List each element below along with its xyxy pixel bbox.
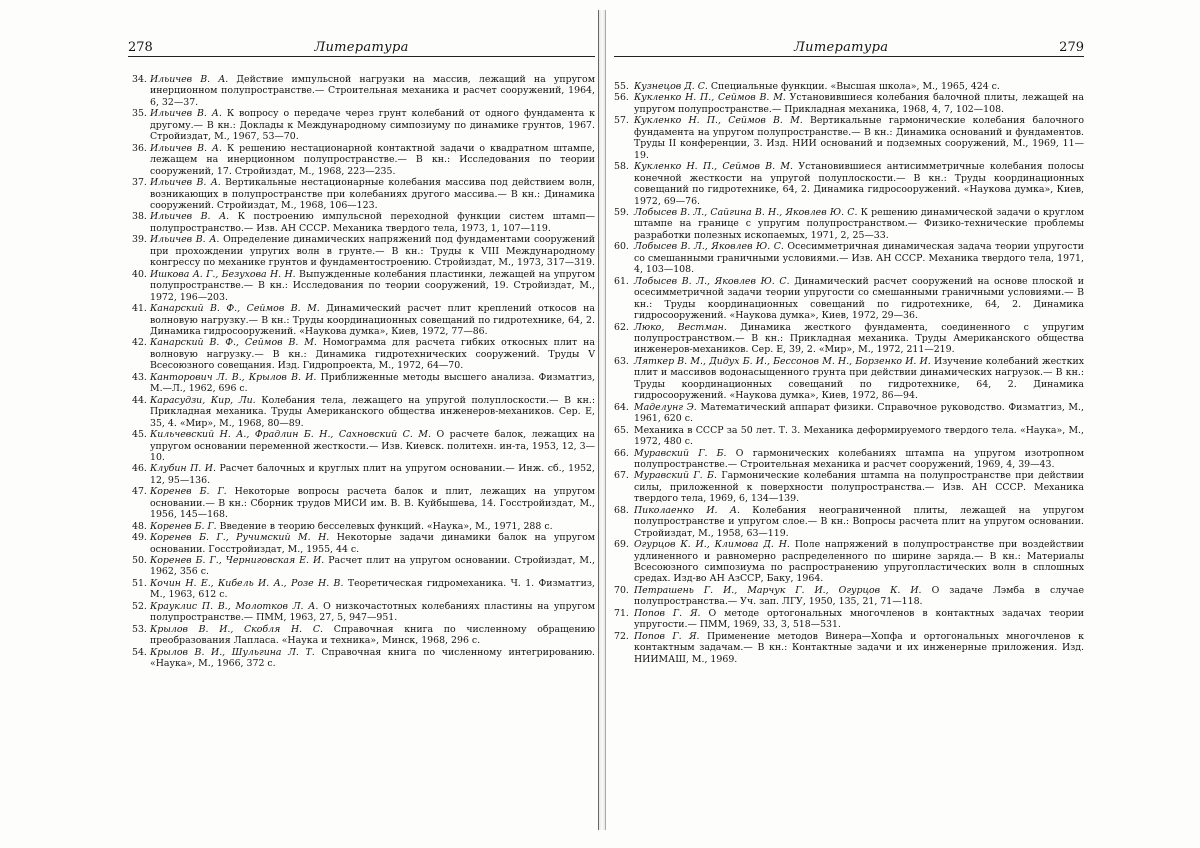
reference-text: К вопросу о передаче через грунт колебаний от одного фундамента к другому.— В кн.: Доклады к Международному симпозиуму по динамике грунтов, 1967. Стройиздат, М., 1967, 53—70. <box>150 108 595 143</box>
reference-number: 44. <box>132 394 147 406</box>
reference-text: Действие импульсной нагрузки на массив, лежащий на упругом инерционном полупространстве.— Строительная механика и расчет сооружений, 1964, 6, 32—37. <box>150 74 595 108</box>
reference-text: Теоретическая гидромеханика. Ч. 1. Физматгиз, М., 1963, 612 с. <box>150 577 595 601</box>
reference-authors: Ильичев В. А. <box>150 234 220 246</box>
reference-text: О низкочастотных колебаниях пластины на упругом полупространстве.— ПММ, 1963, 27, 5, 947—951. <box>150 600 595 624</box>
reference-authors: Муравский Г. Б. <box>634 470 717 482</box>
reference-list <box>128 74 595 670</box>
reference-number: 35. <box>132 108 147 120</box>
reference-authors: Карасудзи, Кир, Ли. <box>150 394 256 406</box>
reference-entry <box>614 402 1084 425</box>
reference-authors: Коренев Б. Г., Черниговская Е. И. <box>150 555 325 567</box>
reference-authors: Огурцов К. И., Климова Д. Н. <box>634 539 790 551</box>
reference-authors: Ильичев В. А. <box>150 142 222 154</box>
reference-number: 46. <box>132 463 147 475</box>
reference-number: 56. <box>614 92 629 104</box>
reference-authors: Петрашень Г. И., Марчук Г. И., Огурцов К. И. <box>634 584 922 596</box>
reference-entry <box>614 81 1084 92</box>
reference-number: 42. <box>132 337 147 349</box>
reference-entry <box>128 486 595 520</box>
reference-entry <box>614 92 1084 115</box>
reference-authors: Канторович Л. В., Крылов В. И. <box>150 371 317 383</box>
reference-entry <box>128 532 595 555</box>
reference-number: 47. <box>132 486 147 498</box>
reference-authors: Крауклис П. В., Молотков Л. А. <box>150 600 319 612</box>
reference-authors: Люко, Вестман. <box>634 321 727 333</box>
reference-text: Механика в СССР за 50 лет. Т. 3. Механика деформируемого твердого тела. «Наука», М., 1972, 480 с. <box>634 424 1084 448</box>
reference-text: Установившиеся антисимметричные колебания полосы конечной жесткости на упругой полуплоскости.— В кн.: Труды координационных совещаний по гидротехнике, 64, 2. Динамика гидросооружений. «Наукова думка», Киев, 1972, 69—76. <box>634 161 1084 207</box>
reference-number: 48. <box>132 520 147 532</box>
reference-authors: Кукленко Н. П., Сеймов В. М. <box>634 92 786 104</box>
reference-entry <box>128 624 595 647</box>
reference-entry <box>128 463 595 486</box>
reference-entry <box>614 608 1084 631</box>
reference-number: 69. <box>614 539 629 551</box>
reference-authors: Коренев Б. Г. <box>150 520 217 532</box>
reference-text: Некоторые задачи динамики балок на упругом основании. Госстройиздат, М., 1955, 44 с. <box>150 532 596 555</box>
reference-authors: Кукленко Н. П., Сеймов В. М. <box>634 161 794 173</box>
page-number: 278 <box>128 40 153 55</box>
reference-number: 68. <box>614 504 629 516</box>
reference-number: 55. <box>614 81 629 92</box>
reference-text: Динамический расчет плит креплений откосов на волновую нагрузку.— В кн.: Труды координационных совещаний по гидротехнике, 64, 2. Динамика гидросооружений. «Наукова думка», Киев, 1972, 77—86. <box>150 303 595 337</box>
reference-authors: Ильичев В. А. <box>150 177 221 189</box>
reference-text: Колебания тела, лежащего на упругой полуплоскости.— В кн.: Прикладная механика. Труды Американского общества инженеров-механиков. Сер. Е, 35, 4. «Мир», М., 1968, 80—89. <box>150 394 595 429</box>
reference-entry <box>128 74 595 108</box>
reference-number: 63. <box>614 355 629 367</box>
reference-entry <box>614 470 1084 504</box>
reference-entry <box>128 177 595 211</box>
reference-entry <box>128 372 595 395</box>
reference-text: Колебания неограниченной плиты, лежащей на упругом полупространстве и упругом слое.— В кн.: Вопросы расчета плит на упругом основании. Стройиздат, М., 1958, 63—119. <box>634 504 1084 539</box>
reference-text: Математический аппарат физики. Справочное руководство. Физматгиз, М., 1961, 620 с. <box>634 401 1084 425</box>
reference-text: Поле напряжений в полупространстве при воздействии удлиненного и равномерно распределенного по ширине заряда.— В кн.: Материалы Всесоюзного симпозиума по распространению упругопластических волн в сплошных средах. Изд-во АН АзССР, Баку, 1964. <box>634 539 1084 585</box>
reference-entry <box>128 647 595 670</box>
reference-number: 60. <box>614 241 629 253</box>
reference-entry <box>128 578 595 601</box>
reference-authors: Крылов В. И., Шульгина Л. Т. <box>150 646 315 658</box>
reference-number: 61. <box>614 275 629 287</box>
reference-number: 58. <box>614 161 629 173</box>
reference-entry <box>614 631 1084 665</box>
left-page-header <box>128 40 595 57</box>
reference-number: 66. <box>614 447 629 459</box>
reference-entry <box>128 337 595 371</box>
reference-entry <box>128 234 595 268</box>
reference-number: 36. <box>132 142 147 154</box>
reference-number: 39. <box>132 234 147 246</box>
reference-authors: Канарский В. Ф., Сеймов В. М. <box>150 303 320 315</box>
reference-number: 62. <box>614 321 629 333</box>
reference-entry <box>614 448 1084 471</box>
reference-text: К решению нестационарной контактной задачи о квадратном штампе, лежащем на инерционном полупространстве.— В кн.: Исследования по теории сооружений, 17. Стройиздат, М., 1968, 223—235. <box>150 142 595 177</box>
reference-text: К решению динамической задачи о круглом штампе на границе с упругим полупространством.— Физико-технические проблемы разработки полезных ископаемых, 1971, 2, 25—33. <box>634 206 1084 241</box>
reference-authors: Лобысев В. Л., Яковлев Ю. С. <box>634 275 790 287</box>
reference-authors: Маделунг Э. <box>634 401 697 413</box>
reference-number: 40. <box>132 268 147 280</box>
reference-number: 65. <box>614 424 629 436</box>
reference-entry <box>614 425 1084 448</box>
reference-text: Справочная книга по численному обращению преобразования Лапласа. «Наука и техника», Минск, 1968, 296 с. <box>150 623 595 647</box>
reference-authors: Ляткер В. М., Дидух Б. И., Бессонов М. Н., Борзенко И. И. <box>634 355 931 367</box>
reference-text: Приближенные методы высшего анализа. Физматгиз, М.—Л., 1962, 696 с. <box>150 371 596 395</box>
reference-authors: Ильичев В. А. <box>150 211 230 223</box>
reference-number: 34. <box>132 74 147 85</box>
reference-number: 53. <box>132 623 147 635</box>
reference-entry <box>128 143 595 177</box>
reference-text: Применение методов Винера—Хопфа и ортогональных многочленов к контактным задачам.— В кн.: Контактные задачи и их инженерные приложения. Изд. НИИМАШ, М., 1969. <box>634 630 1084 665</box>
reference-number: 45. <box>132 429 147 441</box>
left-page <box>128 40 595 830</box>
reference-entry <box>128 429 595 463</box>
reference-number: 37. <box>132 177 147 189</box>
reference-text: О задаче Лэмба в случае полупространства.— Уч. зап. ЛГУ, 1950, 135, 21, 71—118. <box>634 584 1085 608</box>
reference-text: Определение динамических напряжений под фундаментами сооружений при прохождении упругих волн в грунте.— В кн.: Труды к VIII Международному конгрессу по механике грунтов и фундаментостроению. Стройиздат, М., 1973, 317—319. <box>150 234 595 269</box>
reference-number: 49. <box>132 532 147 544</box>
reference-authors: Клубин П. И. <box>150 463 216 475</box>
reference-text: Некоторые вопросы расчета балок и плит, лежащих на упругом основании.— В кн.: Сборник трудов МИСИ им. В. В. Куйбышева, 14. Госстройиздат, М., 1956, 145—168. <box>150 486 595 521</box>
reference-text: Номограмма для расчета гибких откосных плит на волновую нагрузку.— В кн.: Динамика гидротехнических сооружений. Труды V Всесоюзного совещания. Изд. Гидропроекта, М., 1972, 64—70. <box>150 337 595 372</box>
reference-authors: Попов Г. Я. <box>634 607 701 619</box>
reference-entry <box>614 505 1084 539</box>
reference-entry <box>614 539 1084 585</box>
reference-number: 70. <box>614 584 629 596</box>
running-title: Литература <box>794 40 889 55</box>
reference-text: К построению импульсной переходной функции систем штамп—полупространство.— Изв. АН СССР. Механика твердого тела, 1973, 1, 107—119. <box>150 211 595 234</box>
reference-text: Вертикальные гармонические колебания балочного фундамента на упругом полупространстве.— В кн.: Динамика оснований и фундаментов. Труды II конференции, 3. Изд. НИИ оснований и подземных сооружений, М., 1969, 11—19. <box>634 115 1084 161</box>
reference-text: Выпужденные колебания пластинки, лежащей на упругом полупространстве.— В кн.: Исследования по теории сооружений, 19. Стройиздат, М., 1972, 196—203. <box>150 268 595 303</box>
reference-text: Осесимметричная динамическая задача теории упругости со смешанными граничными условиями.— Изв. АН СССР. Механика твердого тела, 1971, 4, 103—108. <box>634 241 1085 276</box>
reference-text: Специальные функции. «Высшая школа», М., 1965, 424 с. <box>710 81 1000 92</box>
reference-number: 38. <box>132 211 147 223</box>
reference-authors: Кукленко Н. П., Сеймов В. М. <box>634 115 803 127</box>
reference-authors: Коренев Б. Г., Ручимский М. Н. <box>150 532 330 544</box>
reference-text: О расчете балок, лежащих на упругом основании переменной жесткости.— Изв. Киевск. политехн. ин-та, 1953, 12, 3—10. <box>150 429 595 463</box>
reference-entry <box>614 356 1084 402</box>
reference-entry <box>128 601 595 624</box>
reference-text: Справочная книга по численному интегрированию. «Наука», М., 1966, 372 с. <box>150 646 596 670</box>
reference-entry <box>128 555 595 578</box>
reference-list <box>614 81 1084 665</box>
running-title: Литература <box>314 40 409 55</box>
reference-number: 72. <box>614 630 629 642</box>
reference-number: 64. <box>614 401 629 413</box>
reference-number: 71. <box>614 607 629 619</box>
reference-entry <box>128 395 595 429</box>
reference-entry <box>614 207 1084 241</box>
reference-entry <box>614 241 1084 275</box>
reference-text: Динамика жесткого фундамента, соединенного с упругим полупространством.— В кн.: Прикладная механика. Труды Американского общества инженеров-механиков. Сер. Е, 39, 2. «Мир», М., 1972, 211—219. <box>634 321 1085 356</box>
reference-authors: Кузнецов Д. С. <box>634 81 708 92</box>
reference-authors: Лобысев В. Л., Сайгина В. Н., Яковлев Ю. С. <box>634 206 858 218</box>
reference-authors: Коренев Б. Г. <box>150 486 227 498</box>
reference-text: Расчет плит на упругом основании. Стройиздат, М., 1962, 356 с. <box>150 555 595 578</box>
reference-authors: Кочин Н. Е., Кибель И. А., Розе Н. В. <box>150 577 344 589</box>
reference-entry <box>128 269 595 303</box>
reference-number: 52. <box>132 600 147 612</box>
reference-text: О гармонических колебаниях штампа на упругом изотропном полупространстве.— Строительная механика и расчет сооружений, 1969, 4, 39—43. <box>634 447 1084 470</box>
reference-number: 67. <box>614 470 629 482</box>
reference-authors: Кильчевский Н. А., Фрадлин Б. Н., Сахновский С. М. <box>150 429 431 441</box>
page-number: 279 <box>1059 40 1084 55</box>
reference-authors: Канарский В. Ф., Сеймов В. М. <box>150 337 317 349</box>
reference-text: О методе ортогональных многочленов в контактных задачах теории упругости.— ПММ, 1969, 33, 3, 518—531. <box>634 607 1084 631</box>
reference-number: 41. <box>132 303 147 315</box>
reference-authors: Ишкова А. Г., Безухова Н. Н. <box>150 268 296 280</box>
reference-number: 54. <box>132 646 147 658</box>
reference-number: 43. <box>132 371 147 383</box>
book-gutter <box>598 10 606 830</box>
reference-authors: Ильичев В. А. <box>150 108 222 120</box>
reference-text: Введение в теорию бесселевых функций. «Наука», М., 1971, 288 с. <box>219 520 553 532</box>
reference-entry <box>614 322 1084 356</box>
reference-number: 57. <box>614 115 629 127</box>
reference-authors: Ильичев В. А. <box>150 74 229 85</box>
reference-number: 50. <box>132 555 147 567</box>
reference-authors: Крылов В. И., Скобля Н. С. <box>150 623 323 635</box>
reference-authors: Пиколаенко И. А. <box>634 504 740 516</box>
right-page-header <box>614 40 1084 57</box>
reference-text: Гармонические колебания штампа на полупространстве при действии силы, приложенной к поверхности полупространства.— Изв. АН СССР. Механика твердого тела, 1969, 6, 134—139. <box>634 470 1085 505</box>
reference-entry <box>128 303 595 337</box>
reference-entry <box>128 108 595 142</box>
reference-number: 51. <box>132 577 147 589</box>
reference-authors: Лобысев В. Л., Яковлев Ю. С. <box>634 241 784 253</box>
reference-text: Расчет балочных и круглых плит на упругом основании.— Инж. сб., 1952, 12, 95—136. <box>150 463 595 486</box>
reference-number: 59. <box>614 206 629 218</box>
reference-entry <box>614 585 1084 608</box>
reference-text: Изучение колебаний жестких плит и массивов водонасыщенного грунта при действии динамических нагрузок.— В кн.: Труды координационных совещаний по гидротехнике, 64, 2. Динамика гидросооружений. «Наукова думка», Киев, 1972, 86—94. <box>634 355 1085 402</box>
reference-text: Вертикальные нестационарные колебания массива под действием волн, возникающих в полупространстве при колебаниях другого массива.— В кн.: Динамика сооружений. Стройиздат, М., 1968, 106—123. <box>150 177 596 211</box>
reference-entry <box>614 276 1084 322</box>
reference-entry <box>128 521 595 532</box>
reference-text: Установившиеся колебания балочной плиты, лежащей на упругом полупространстве.— Прикладная механика, 1968, 4, 7, 102—108. <box>634 92 1084 115</box>
reference-entry <box>614 161 1084 207</box>
reference-text: Динамический расчет сооружений на основе плоской и осесимметричной задачи теории упругости со смешанными граничными условиями.— В кн.: Труды координационных совещаний по гидротехнике, 64, 2. Динамика гидросооружений. «Наукова думка», Киев, 1972, 29—36. <box>634 275 1084 322</box>
reference-entry <box>614 115 1084 161</box>
reference-entry <box>128 211 595 234</box>
right-page <box>614 40 1084 830</box>
reference-authors: Попов Г. Я. <box>634 630 700 642</box>
reference-authors: Муравский Г. Б. <box>634 447 727 459</box>
